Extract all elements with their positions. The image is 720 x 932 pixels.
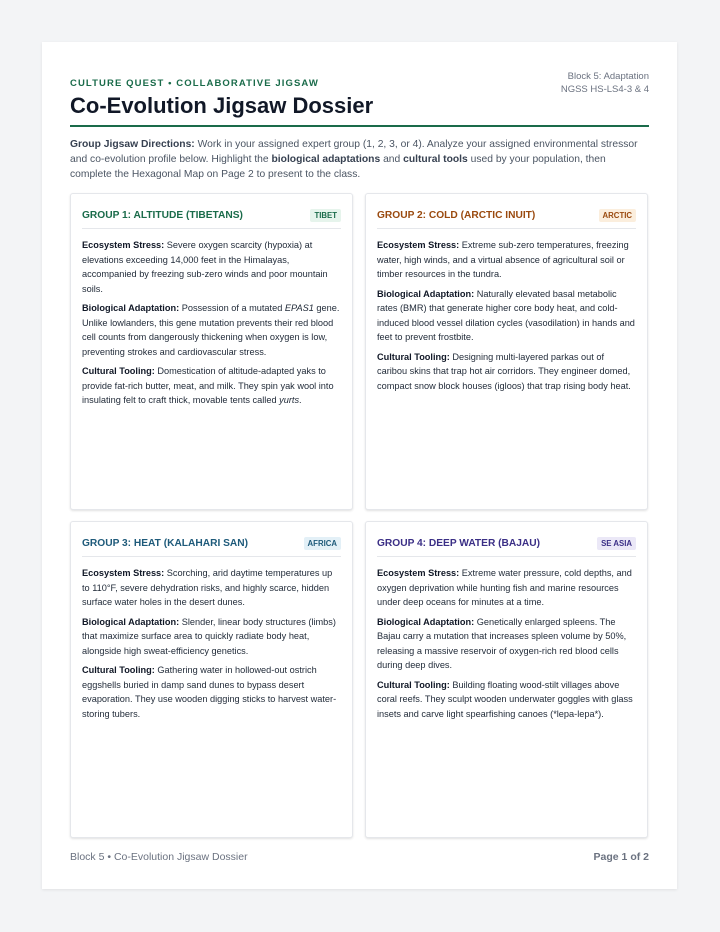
region-badge: ARCTIC: [599, 209, 636, 222]
card-body: [377, 238, 636, 393]
bio-label: Biological Adaptation:: [82, 303, 180, 313]
bio-text: Possession of a mutated: [179, 303, 285, 313]
tool-text: Designing multi-layered parkas out of caribou skins that trap hot air corridors. They engineer domed, compact snow block houses (igloos) that trap rising body heat.: [377, 351, 631, 391]
bio-label: Biological Adaptation:: [82, 616, 180, 627]
card-header: [377, 533, 636, 557]
card-title: GROUP 4: DEEP WATER (BAJAU): [377, 537, 541, 549]
biological-adaptation: [82, 301, 341, 359]
stress-label: Ecosystem Stress:: [82, 568, 165, 578]
bio-text: Genetically enlarged spleens. The Bajau carry a mutation that increases spleen volume by 50%, releasing a massive reservoir of oxygen-rich red blood cells during deep dives.: [377, 616, 627, 670]
header-meta: [561, 70, 649, 96]
header: [70, 71, 649, 119]
cultural-tooling: [82, 364, 341, 408]
card-header: [82, 533, 341, 557]
card-header: [377, 205, 636, 229]
stress-label: Ecosystem Stress:: [377, 568, 460, 578]
group-card-3: [70, 521, 353, 838]
group-card-1: [70, 193, 353, 510]
standard-label: NGSS HS-LS4-3 & 4: [560, 84, 649, 95]
tool-label: Cultural Tooling:: [377, 679, 450, 690]
stress-text: Severe oxygen scarcity (hypoxia) at elevations exceeding 14,000 feet in the Himalayas, accompanied by freezing sub-zero winds and poor mountain soils.: [82, 240, 328, 294]
ecosystem-stress: [377, 566, 636, 610]
cultural-tooling: [377, 350, 636, 394]
card-title: GROUP 1: ALTITUDE (TIBETANS): [82, 209, 243, 221]
page-number: Page 1 of 2: [593, 851, 649, 863]
header-divider: [70, 125, 649, 127]
tool-label: Cultural Tooling:: [377, 351, 450, 362]
tool-text: Gathering water in hollowed-out ostrich eggshells buried in damp sand dunes to bypass desert evaporation. They use wooden digging sticks to harvest water-storing tubers.: [82, 665, 337, 719]
biological-adaptation: [377, 615, 636, 673]
directions-text-1: Work in your assigned expert group (1, 2, 3, or 4). Analyze your assigned environmental stressor and co-evolution profile below. Highlight the: [70, 139, 638, 165]
tool-label: Cultural Tooling:: [82, 366, 155, 376]
group-card-2: [365, 193, 648, 510]
tool-label: Cultural Tooling:: [82, 665, 155, 675]
card-body: [82, 238, 341, 408]
tool-text-end: .: [299, 395, 302, 405]
region-badge: AFRICA: [304, 537, 341, 550]
directions-text-3: used by your population, then complete the Hexagonal Map on Page 2 to present to the class.: [70, 154, 606, 180]
bio-label: Biological Adaptation:: [377, 616, 475, 627]
stress-label: Ecosystem Stress:: [377, 240, 460, 250]
stress-label: Ecosystem Stress:: [82, 240, 165, 250]
directions-label: Group Jigsaw Directions:: [70, 139, 195, 150]
directions-bold-1: biological adaptations: [271, 154, 381, 165]
tool-emphasis: yurts: [279, 395, 300, 405]
region-badge: SE ASIA: [597, 537, 636, 550]
directions-bold-2: cultural tools: [403, 154, 468, 165]
bio-emphasis: EPAS1: [284, 303, 314, 313]
directions: [70, 137, 649, 182]
tool-text: Building floating wood-stilt villages above coral reefs. They sculpt wooden underwater goggles with glass insets and carve light spearfishing canoes (*lepa-lepa*).: [377, 679, 633, 719]
bio-label: Biological Adaptation:: [377, 288, 475, 299]
page-title: Co-Evolution Jigsaw Dossier: [70, 93, 374, 118]
bio-text-end: gene. Unlike lowlanders, this gene mutation prevents their red blood cell counts from dangerously thickening when oxygen is low, preventing strokes and cardiovascular stress.: [82, 303, 340, 357]
ecosystem-stress: [82, 566, 341, 610]
tool-text: Domestication of altitude-adapted yaks to provide fat-rich butter, meat, and milk. They spin yak wool into insulating felt to craft thick, movable tents called: [82, 366, 334, 405]
card-body: [82, 566, 341, 721]
card-header: [82, 205, 341, 229]
ecosystem-stress: [82, 238, 341, 296]
region-badge: TIBET: [310, 209, 341, 222]
ecosystem-stress: [377, 238, 636, 282]
stress-text: Scorching, arid daytime temperatures up to 110°F, severe dehydration risks, and highly scarce, hidden surface water holes in the desert dunes.: [82, 568, 333, 607]
eyebrow-label: CULTURE QUEST • COLLABORATIVE JIGSAW: [70, 78, 319, 89]
biological-adaptation: [377, 287, 636, 345]
cultural-tooling: [377, 678, 636, 722]
group-card-4: [365, 521, 648, 838]
block-label: Block 5: Adaptation: [567, 71, 649, 82]
card-body: [377, 566, 636, 721]
bio-text: Slender, linear body structures (limbs) that maximize surface area to quickly radiate body heat, alongside high sweat-efficiency genetics.: [82, 616, 336, 656]
footer-title: Block 5 • Co-Evolution Jigsaw Dossier: [70, 851, 248, 863]
stress-text: Extreme sub-zero temperatures, freezing water, high winds, and a virtual absence of agricultural soil or timber resources in the tundra.: [377, 240, 629, 279]
stress-text: Extreme water pressure, cold depths, and oxygen deprivation while hunting fish and marine resources under deep oceans for minutes at a time.: [377, 568, 632, 607]
biological-adaptation: [82, 615, 341, 659]
bio-text: Naturally elevated basal metabolic rates (BMR) that generate higher core body heat, and cold-induced blood vessel dilation cycles (vasodilation) in hands and feet to prevent frostbite.: [377, 288, 635, 342]
cultural-tooling: [82, 663, 341, 721]
directions-text-2: and: [380, 154, 404, 165]
card-title: GROUP 3: HEAT (KALAHARI SAN): [82, 537, 249, 549]
worksheet-page: [42, 42, 677, 889]
card-title: GROUP 2: COLD (ARCTIC INUIT): [377, 209, 536, 221]
